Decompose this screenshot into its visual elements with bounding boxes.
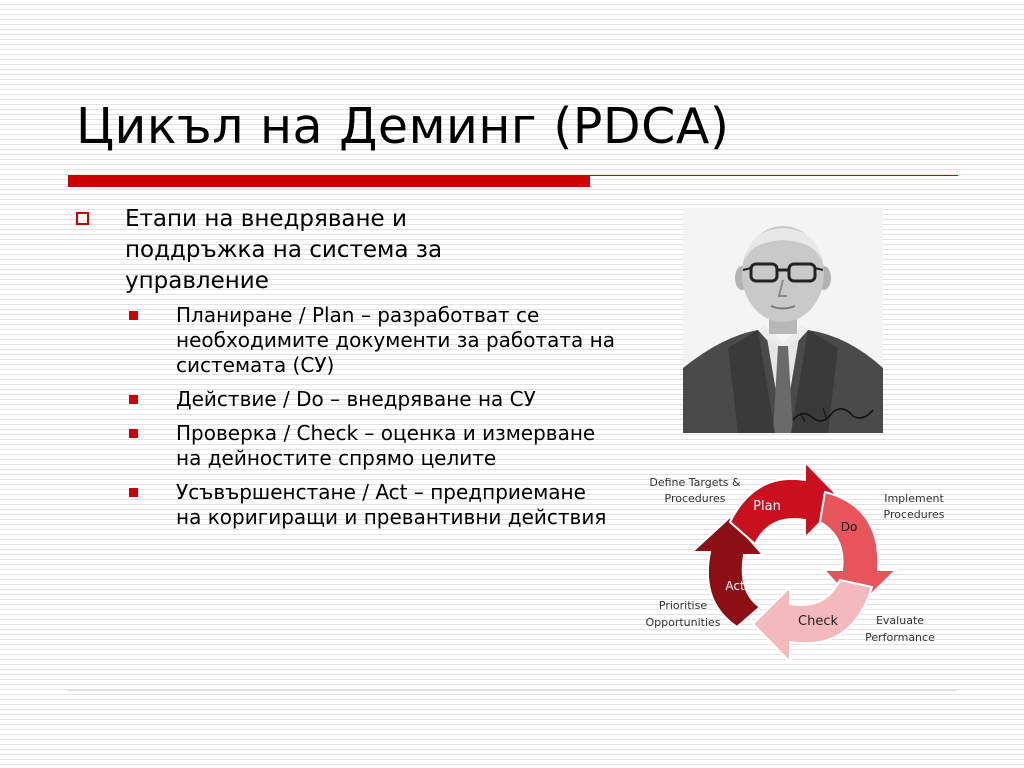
opportunities-label: Opportunities xyxy=(645,616,721,629)
implement-label: Implement xyxy=(884,492,944,505)
implement-procedures-label: Procedures xyxy=(883,508,945,521)
footer-rule xyxy=(68,690,956,691)
evaluate-label: Evaluate xyxy=(875,614,925,627)
bullet-content xyxy=(76,204,616,539)
square-bullet-icon xyxy=(129,488,138,497)
do-label: Do xyxy=(840,520,858,534)
sub-bullet-plan xyxy=(129,303,616,378)
sub-bullet-do xyxy=(129,387,616,412)
act-label: Act xyxy=(725,579,745,593)
square-bullet-icon xyxy=(129,395,138,404)
title-underline-bar xyxy=(68,175,590,187)
sub-bullet-text: Усъвършенстане / Act – предприемане на коригиращи и превантивни действия xyxy=(176,480,607,529)
title-underline-rule xyxy=(590,175,958,176)
hollow-square-bullet-icon xyxy=(76,212,89,225)
sub-bullet-list xyxy=(129,303,616,530)
check-label: Check xyxy=(798,614,838,629)
define-targets-label: Define Targets & xyxy=(649,476,741,489)
sub-bullet-check xyxy=(129,421,616,471)
square-bullet-icon xyxy=(129,311,138,320)
deming-portrait-photo xyxy=(683,208,883,433)
main-bullet xyxy=(76,204,616,297)
square-bullet-icon xyxy=(129,429,138,438)
slide-title: Цикъл на Деминг (PDCA) xyxy=(76,98,730,155)
prioritise-label: Prioritise xyxy=(658,599,708,612)
define-procedures-label: Procedures xyxy=(664,492,726,505)
evaluate-performance-label: Performance xyxy=(865,631,935,644)
pdca-cycle-diagram xyxy=(620,452,970,672)
sub-bullet-text: Планиране / Plan – разработват се необходимите документи за работата на системата (СУ) xyxy=(176,303,615,377)
main-bullet-text: Етапи на внедряване и поддръжка на система за управление xyxy=(125,206,443,294)
sub-bullet-text: Проверка / Check – оценка и измерване на дейностите спрямо целите xyxy=(176,421,596,470)
portrait-illustration xyxy=(683,208,883,433)
sub-bullet-text: Действие / Do – внедряване на СУ xyxy=(176,387,536,411)
plan-label: Plan xyxy=(753,499,781,514)
pdca-cycle-graphic xyxy=(620,452,970,672)
sub-bullet-act xyxy=(129,480,616,530)
